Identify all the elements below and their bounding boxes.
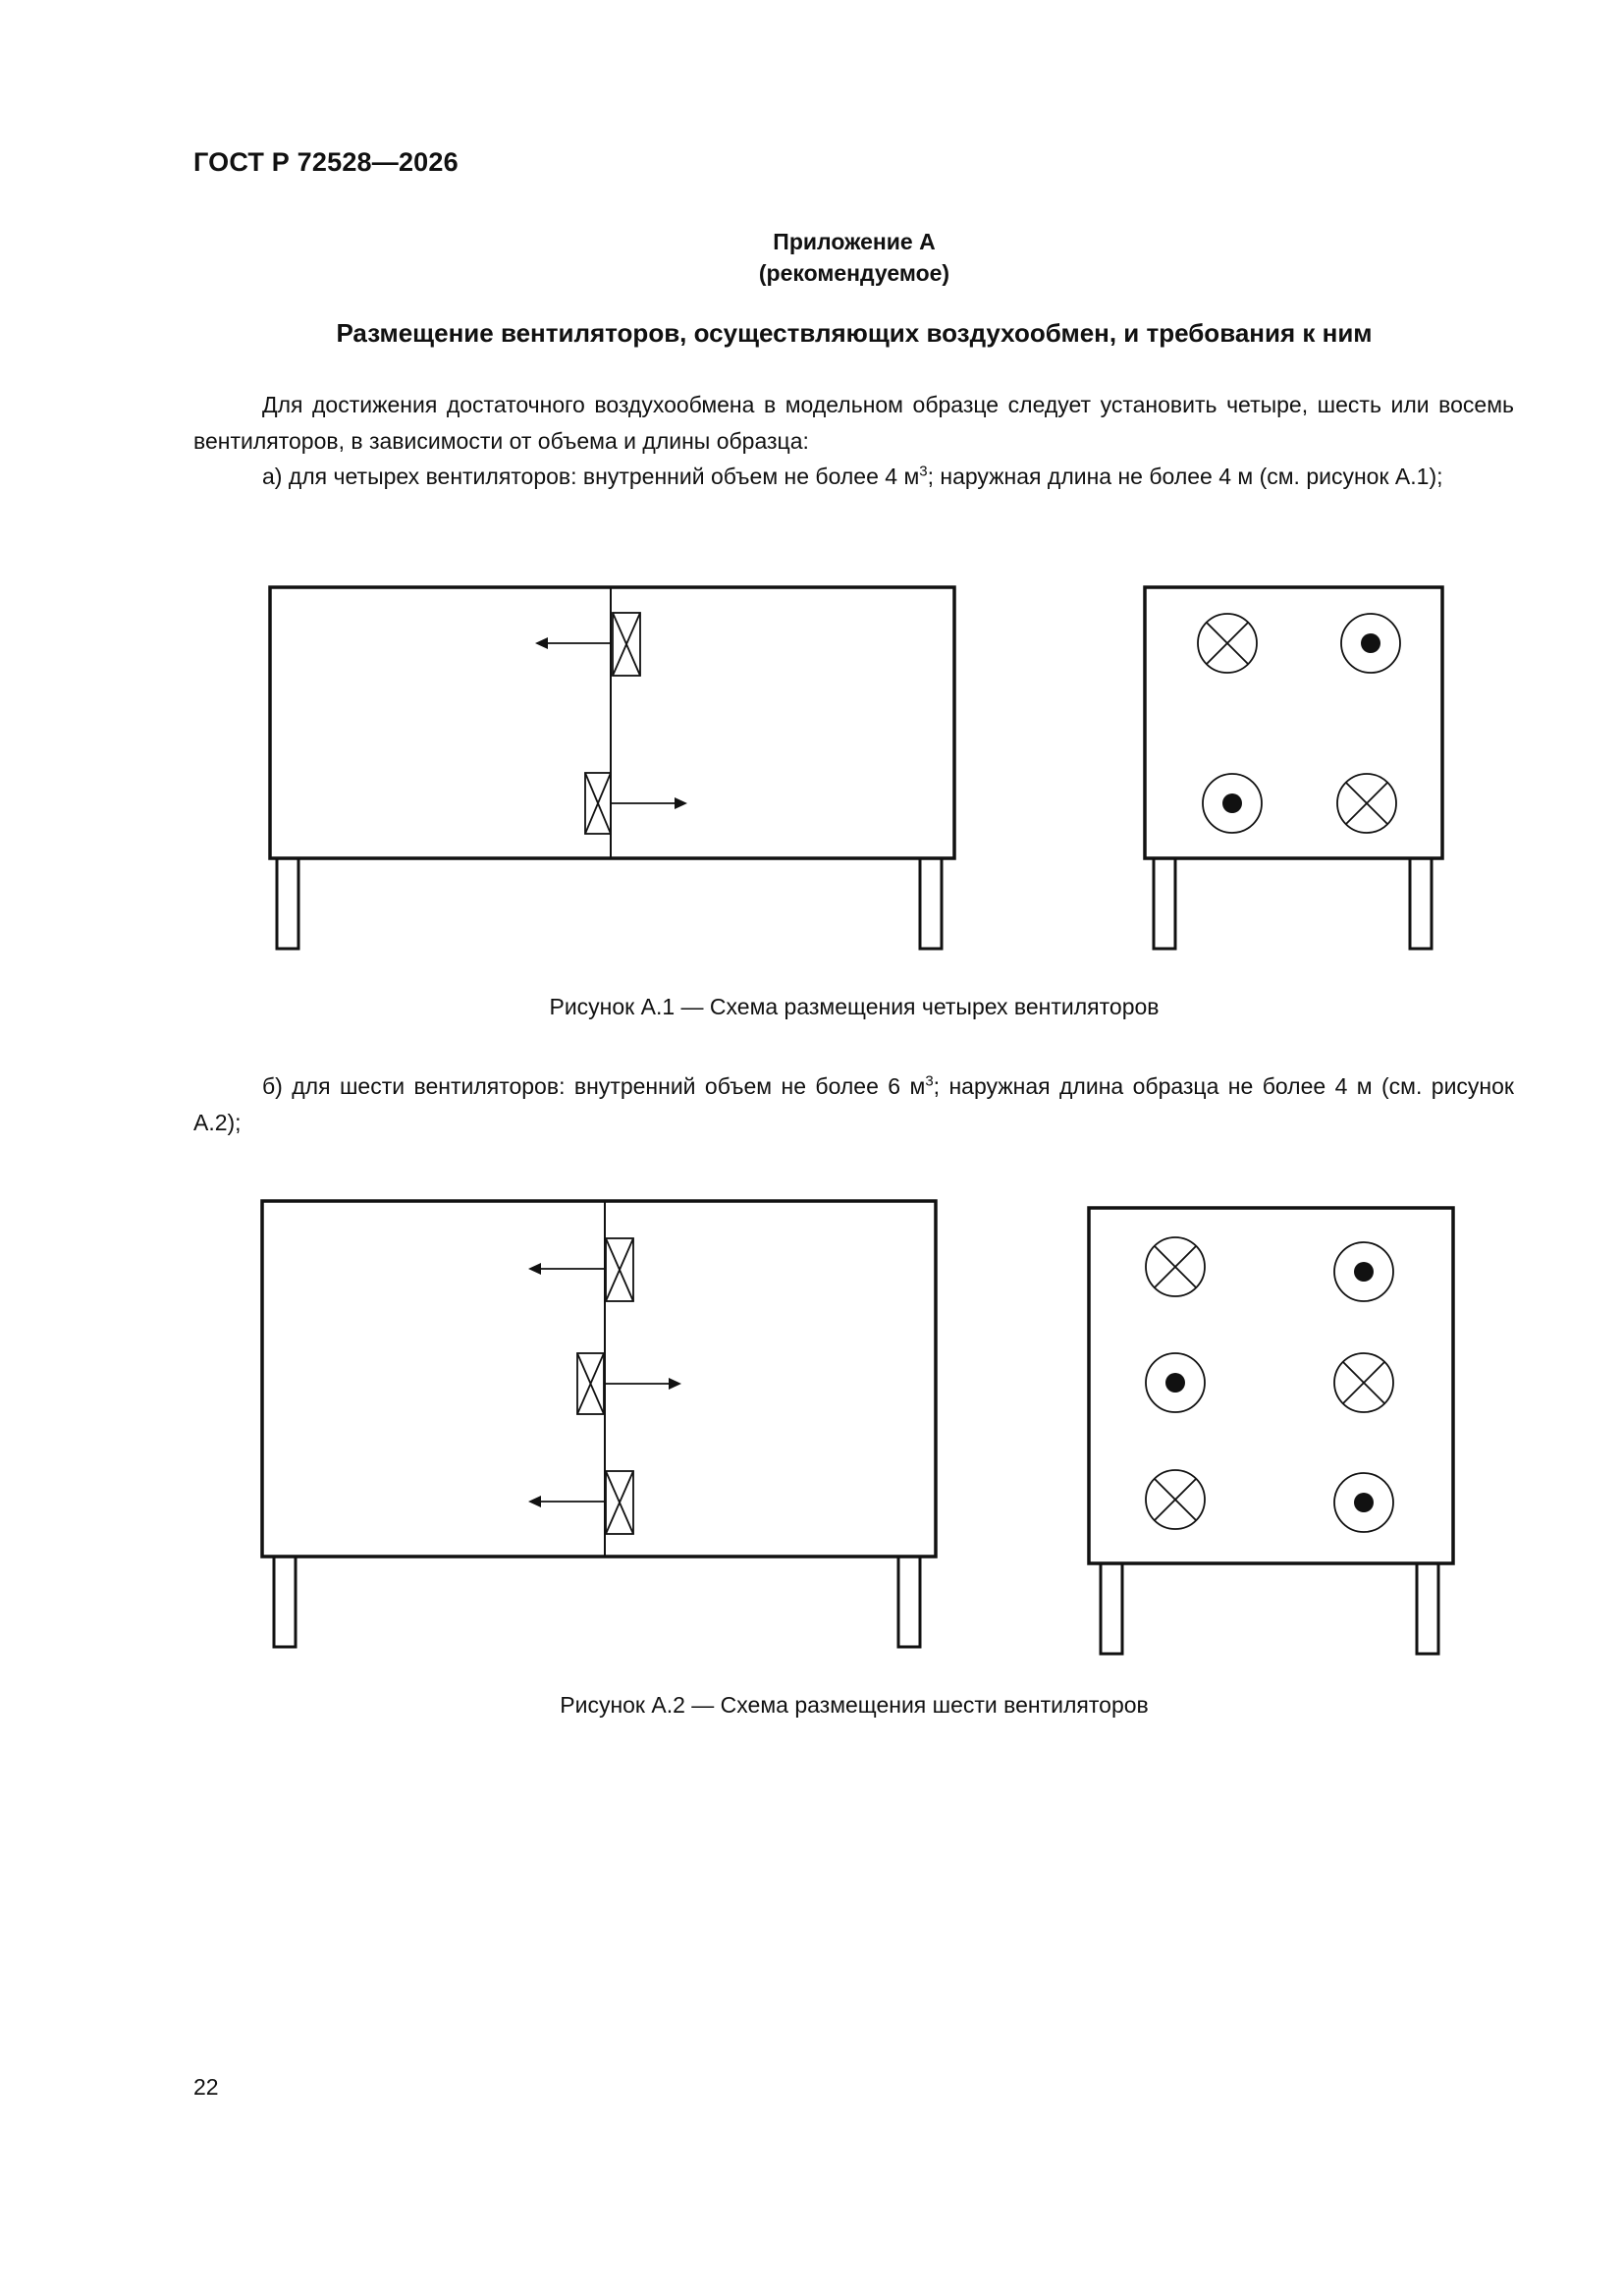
annex-status: (рекомендуемое) bbox=[758, 260, 950, 286]
fig2-fan-top bbox=[606, 1238, 633, 1301]
item-b-text-end: ; наружная длина образца не более 4 м (см. рисунок А.2); bbox=[193, 1073, 1514, 1135]
fig1-side-cabinet bbox=[270, 587, 954, 858]
item-b-paragraph bbox=[193, 1068, 1514, 1141]
fig2-arrowhead-top bbox=[528, 1263, 541, 1275]
fig1-exhaust-symbol-2 bbox=[1337, 774, 1396, 833]
fig2-intake-dot-2 bbox=[1165, 1373, 1185, 1393]
fig2-end-leg-right bbox=[1417, 1563, 1438, 1654]
fig1-end-leg-right bbox=[1410, 858, 1432, 949]
fig2-intake-dot-3 bbox=[1354, 1493, 1374, 1512]
intro-text: Для достижения достаточного воздухообмена в модельном образце следует установить четыре, шесть или восемь вентиляторов, в зависимости от объема и длины образца: bbox=[193, 392, 1514, 454]
fig1-end-cabinet bbox=[1145, 587, 1442, 858]
fig1-intake-dot-1 bbox=[1361, 633, 1380, 653]
fig2-side-leg-right bbox=[898, 1557, 920, 1647]
fig1-fan-upper bbox=[613, 613, 640, 676]
item-b-superscript: 3 bbox=[925, 1072, 934, 1090]
fig2-side-leg-left bbox=[274, 1557, 296, 1647]
fig1-end-leg-left bbox=[1154, 858, 1175, 949]
fig1-side-leg-left bbox=[277, 858, 298, 949]
fig1-intake-dot-2 bbox=[1222, 793, 1242, 813]
fig1-arrowhead-left bbox=[535, 637, 548, 649]
fig2-arrowhead-middle bbox=[669, 1378, 681, 1390]
item-a-superscript: 3 bbox=[919, 463, 928, 480]
fig2-intake-dot-1 bbox=[1354, 1262, 1374, 1282]
document-id: ГОСТ Р 72528—2026 bbox=[193, 147, 459, 177]
fig2-end-leg-left bbox=[1101, 1563, 1122, 1654]
fig1-intake-symbol-2 bbox=[1203, 774, 1262, 833]
fig2-intake-symbol-2 bbox=[1146, 1353, 1205, 1412]
fig2-exhaust-symbol-1 bbox=[1146, 1237, 1205, 1296]
item-b-text-start: б) для шести вентиляторов: внутренний объем не более 6 м bbox=[262, 1073, 926, 1099]
fig2-intake-symbol-3 bbox=[1334, 1473, 1393, 1532]
fig1-fan-lower bbox=[585, 773, 611, 834]
fig1-intake-symbol-1 bbox=[1341, 614, 1400, 673]
figure-a1-caption: Рисунок А.1 — Схема размещения четырех вентиляторов bbox=[549, 994, 1160, 1019]
intro-paragraph bbox=[193, 387, 1514, 460]
fig1-arrowhead-right bbox=[675, 797, 687, 809]
fig2-arrowhead-bottom bbox=[528, 1496, 541, 1507]
item-a-paragraph bbox=[193, 459, 1514, 495]
fig2-exhaust-symbol-2 bbox=[1334, 1353, 1393, 1412]
fig2-side-cabinet bbox=[262, 1201, 936, 1557]
annex-title: Приложение А bbox=[773, 229, 936, 254]
fig2-end-cabinet bbox=[1089, 1208, 1453, 1563]
section-title: Размещение вентиляторов, осуществляющих воздухообмен, и требования к ним bbox=[336, 318, 1373, 348]
fig2-fan-middle bbox=[577, 1353, 604, 1414]
figure-a2-caption: Рисунок А.2 — Схема размещения шести вентиляторов bbox=[560, 1692, 1149, 1718]
fig2-exhaust-symbol-3 bbox=[1146, 1470, 1205, 1529]
page-number: 22 bbox=[193, 2074, 219, 2100]
fig1-side-leg-right bbox=[920, 858, 942, 949]
fig2-fan-bottom bbox=[606, 1471, 633, 1534]
fig2-intake-symbol-1 bbox=[1334, 1242, 1393, 1301]
item-a-text-start: а) для четырех вентиляторов: внутренний объем не более 4 м bbox=[262, 464, 920, 489]
fig1-exhaust-symbol-1 bbox=[1198, 614, 1257, 673]
item-a-text-end: ; наружная длина не более 4 м (см. рисунок А.1); bbox=[927, 464, 1443, 489]
